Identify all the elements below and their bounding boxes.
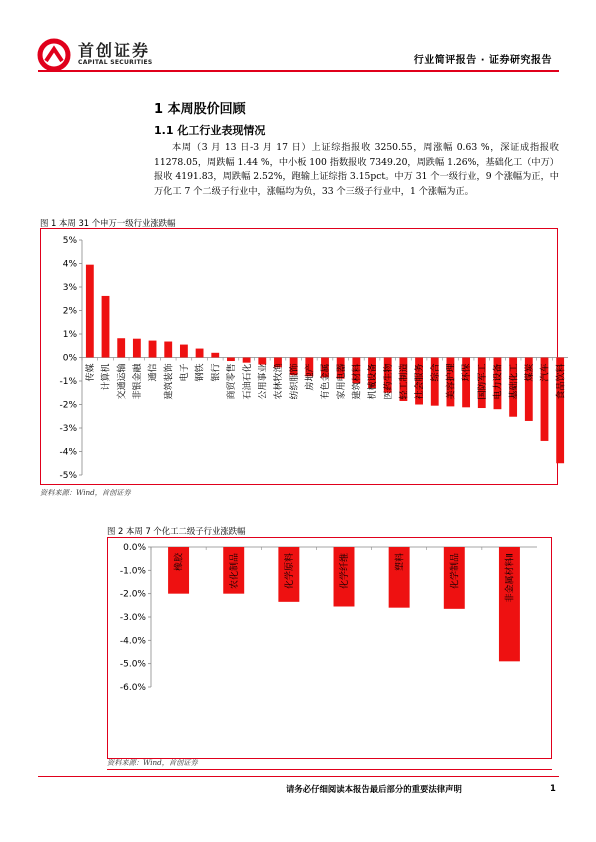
y-tick-label: -5% [59, 471, 77, 481]
page-number: 1 [550, 783, 556, 793]
y-tick-label: -5.0% [119, 659, 146, 670]
category-label: 银行 [211, 363, 222, 382]
y-tick-label: 3% [62, 283, 77, 293]
y-tick-label: -2% [59, 400, 77, 411]
figure1-source: 资料来源：Wind，首创证券 [40, 488, 131, 497]
figure2-title: 图 2 本周 7 个化工二级子行业涨跌幅 [107, 526, 246, 536]
logo [38, 37, 168, 71]
figure2-chart [107, 537, 552, 759]
category-label: 美容护理 [446, 363, 457, 400]
category-label: 传媒 [85, 363, 96, 382]
bar [180, 345, 188, 358]
y-tick-label: -4% [59, 447, 77, 458]
category-label: 煤炭 [524, 363, 535, 382]
category-label: 综合 [430, 363, 441, 382]
bar [86, 265, 94, 358]
category-label: 非银金融 [133, 363, 144, 400]
logo-name-en: CAPITAL SECURITIES [78, 59, 153, 66]
figure2-bottom-rule [107, 769, 552, 770]
summary-paragraph: 本周（3 月 13 日-3 月 17 日）上证综指报收 3250.55，周涨幅 0.63 %，深证成指报收 11278.05，周跌幅 1.44 %，中小板 100 指数报收 7349.20，周跌幅 1.26%，基础化工（中万）报收 4191.83，周跌幅 2.52%，跑输上证综指 3.15pct。中万 31 个一级行业，9 个涨幅为正，中万化工 7 个二级子行业中，涨幅均为负，33 个三级子行业中，1 个涨幅为正。 [154, 142, 559, 197]
category-label: 轻工制造 [399, 363, 410, 400]
category-label: 建筑材料 [352, 363, 363, 400]
bar [243, 358, 251, 363]
category-label: 化学制品 [450, 553, 461, 590]
y-tick-label: -3% [59, 424, 77, 434]
category-label: 家用电器 [336, 363, 347, 400]
y-tick-label: -1% [59, 377, 77, 387]
y-tick-label: -6.0% [119, 683, 146, 693]
category-label: 非金属材料Ⅱ [505, 553, 516, 603]
category-label: 塑料 [395, 553, 406, 572]
y-tick-label: 0.0% [123, 543, 146, 553]
category-label: 石油石化 [242, 363, 253, 400]
category-label: 纺织服饰 [289, 363, 300, 400]
bar [133, 339, 141, 358]
category-label: 建筑装饰 [164, 363, 175, 400]
bar [102, 296, 110, 358]
category-label: 电力设备 [493, 363, 504, 400]
category-label: 机械设备 [368, 363, 379, 400]
bar [117, 338, 125, 357]
category-label: 农化制品 [229, 553, 240, 590]
y-tick-label: -4.0% [119, 636, 146, 647]
bar [211, 353, 219, 358]
subsection-title: 1.1 化工行业表现情况 [154, 124, 266, 137]
bar [227, 358, 235, 362]
y-tick-label: -2.0% [119, 589, 146, 600]
category-label: 化学原料 [285, 553, 296, 590]
bar [196, 349, 204, 358]
category-label: 医药生物 [383, 363, 394, 400]
category-label: 基础化工 [509, 363, 520, 400]
y-tick-label: 2% [62, 306, 77, 317]
category-label: 房地产 [305, 363, 316, 391]
category-label: 汽车 [540, 363, 551, 382]
category-label: 化学纤维 [340, 553, 351, 590]
y-tick-label: 0% [62, 353, 77, 364]
y-tick-label: 5% [62, 236, 77, 246]
category-label: 有色金属 [321, 363, 332, 400]
category-label: 食品饮料 [556, 363, 567, 400]
header-rule [38, 70, 559, 72]
y-tick-label: -3.0% [119, 613, 146, 623]
category-label: 公用事业 [258, 363, 269, 400]
category-label: 交通运输 [117, 363, 128, 400]
report-type-label: 行业简评报告 · 证券研究报告 [413, 55, 552, 66]
y-tick-label: 1% [62, 330, 77, 340]
logo-name-cn: 首创证券 [78, 41, 151, 60]
footer-rule [38, 776, 559, 777]
logo-icon [38, 39, 70, 71]
legal-notice: 请务必仔细阅读本报告最后部分的重要法律声明 [286, 784, 462, 794]
category-label: 钢铁 [195, 363, 206, 382]
figure1-title: 图 1 本周 31 个申万一级行业涨跌幅 [40, 218, 176, 228]
category-label: 电子 [180, 363, 191, 382]
category-label: 商贸零售 [227, 363, 238, 400]
category-label: 农林牧渔 [274, 363, 285, 400]
figure2-source: 资料来源：Wind，首创证券 [107, 758, 198, 767]
bar [149, 341, 157, 358]
category-label: 环保 [462, 363, 473, 382]
y-tick-label: -1.0% [119, 566, 146, 577]
category-label: 国防军工 [477, 363, 488, 400]
category-label: 社会服务 [415, 363, 426, 400]
section-title: 1 本周股价回顾 [154, 102, 246, 117]
category-label: 计算机 [101, 363, 112, 391]
category-label: 橡胶 [174, 553, 185, 572]
figure1-chart [40, 228, 567, 485]
bar [164, 342, 172, 358]
y-tick-label: 4% [62, 259, 77, 270]
category-label: 通信 [148, 363, 159, 382]
